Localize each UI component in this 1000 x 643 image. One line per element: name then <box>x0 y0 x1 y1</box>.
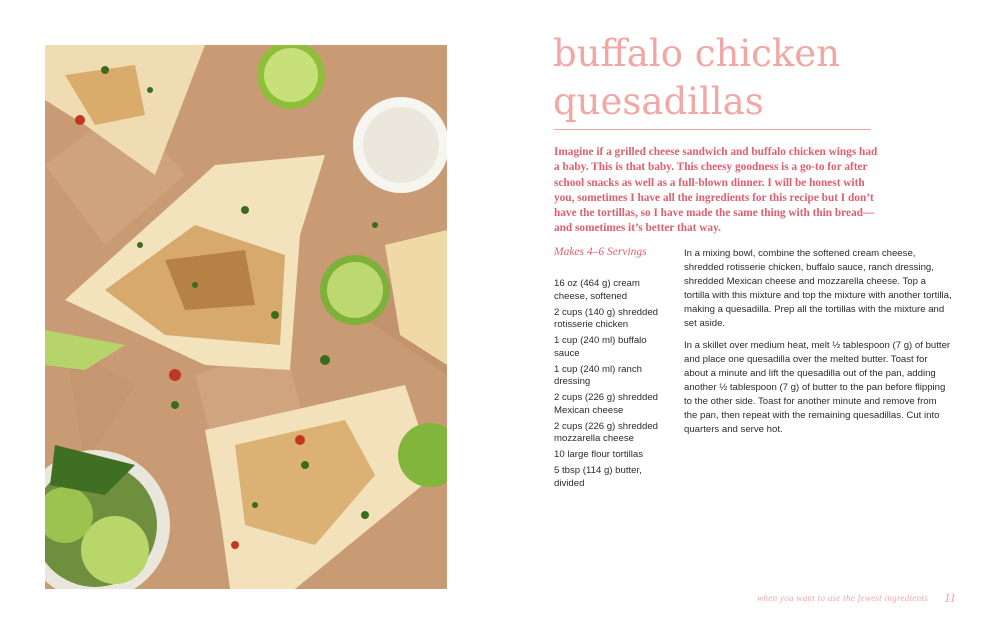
servings-label: Makes 4–6 Servings <box>554 246 647 258</box>
ingredient-item: 1 cup (240 ml) ranch dressing <box>554 363 642 387</box>
ingredient-item: 5 tbsp (114 g) butter, divided <box>554 465 642 489</box>
method-step: In a skillet over medium heat, melt ½ tablespoon (7 g) of butter and place one quesadilla over the melted butter. Toast for about a minute and lift the quesadilla out of the pan, adding another ½ tablespoon (7 g) of butter to the pan before flipping to the other side. Toast for another minute and remove from the pan, then repeat with the remaining quesadillas. Cut into quarters and serve hot. <box>684 340 951 435</box>
recipe-intro: Imagine if a grilled cheese sandwich and buffalo chicken wings had a baby. This is that baby. This cheesy goodness is a go-to for after school snacks as well as a full-blown dinner. I will be honest with you, sometimes I have all the ingredients for this recipe but I don’t have the tortillas, so I have made the same thing with thin bread—and sometimes it’s better that way. <box>554 146 878 235</box>
recipe-photo <box>45 45 447 589</box>
page-number: 11 <box>943 590 956 605</box>
ingredient-item: 2 cups (226 g) shredded mozzarella cheese <box>554 420 658 444</box>
method-step: In a mixing bowl, combine the softened cream cheese, shredded rotisserie chicken, buffalo sauce, ranch dressing, shredded Mexican cheese and mozzarella cheese. Top a tortilla with this mixture and top the mixture with another tortilla, making a quesadilla. Prep all the tortillas with the mixture and set aside. <box>684 248 952 329</box>
quesadilla-photo-illustration <box>45 45 447 589</box>
running-head: when you want to use the fewest ingredients <box>757 593 928 603</box>
ingredient-item: 16 oz (464 g) cream cheese, softened <box>554 278 640 302</box>
ingredient-item: 2 cups (140 g) shredded rotisserie chicken <box>554 306 658 330</box>
method-steps <box>684 247 952 445</box>
ingredient-item: 2 cups (226 g) shredded Mexican cheese <box>554 392 658 416</box>
ingredient-item: 10 large flour tortillas <box>554 449 644 460</box>
title-divider <box>554 129 871 130</box>
recipe-title: buffalo chicken quesadillas <box>553 32 840 123</box>
ingredient-item: 1 cup (240 ml) buffalo sauce <box>554 335 647 359</box>
ingredient-list <box>554 278 664 494</box>
